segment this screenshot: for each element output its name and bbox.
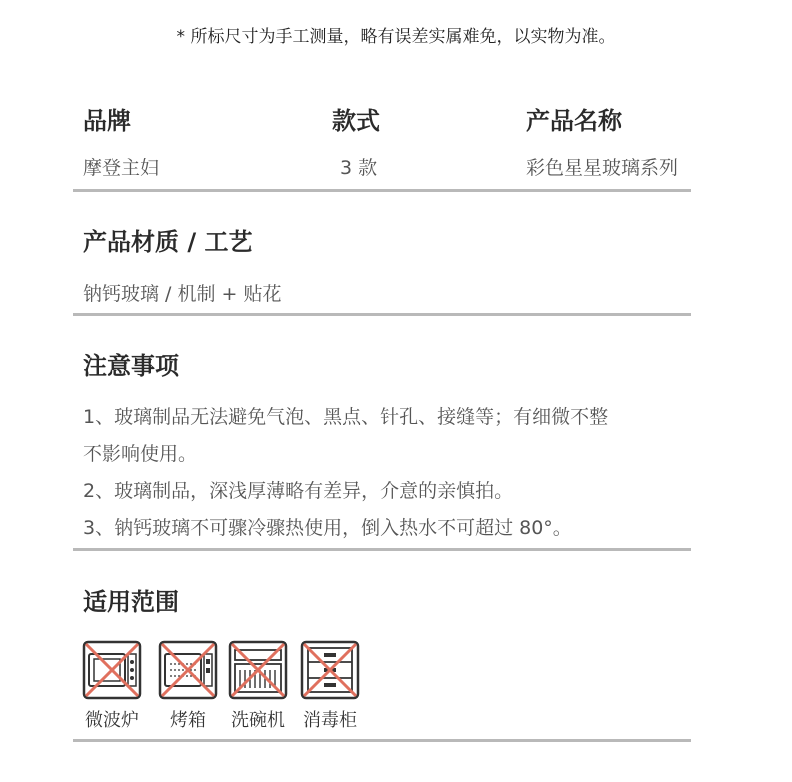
oven-prohibited-icon bbox=[158, 640, 218, 700]
usage-title: 适用范围 bbox=[83, 588, 179, 616]
style-label: 款式 bbox=[332, 107, 380, 135]
dishwasher-label: 洗碗机 bbox=[231, 710, 285, 731]
usage-section bbox=[83, 582, 691, 617]
brand-value: 摩登主妇 bbox=[83, 157, 160, 179]
microwave-prohibited-icon bbox=[82, 640, 142, 700]
product-name-label: 产品名称 bbox=[526, 107, 622, 135]
divider bbox=[73, 189, 691, 192]
style-value: 3 款 bbox=[340, 157, 378, 179]
notes-section bbox=[83, 346, 691, 547]
note-line: 不影响使用。 bbox=[83, 443, 198, 465]
divider bbox=[73, 548, 691, 551]
divider bbox=[73, 739, 691, 742]
note-line: 2、玻璃制品，深浅厚薄略有差异，介意的亲慎拍。 bbox=[83, 480, 514, 502]
measurement-note: * 所标尺寸为手工测量，略有误差实属难免，以实物为准。 bbox=[176, 27, 616, 47]
product-name-value: 彩色星星玻璃系列 bbox=[526, 157, 679, 179]
note-line: 3、钠钙玻璃不可骤冷骤热使用，倒入热水不可超过 80°。 bbox=[83, 517, 572, 539]
note-line: 1、玻璃制品无法避免气泡、黑点、针孔、接缝等；有细微不整 bbox=[83, 406, 609, 428]
sterilizer-label: 消毒柜 bbox=[303, 710, 357, 731]
dishwasher-prohibited-icon bbox=[228, 640, 288, 700]
oven-label: 烤箱 bbox=[170, 710, 206, 731]
divider bbox=[73, 313, 691, 316]
material-title: 产品材质 / 工艺 bbox=[83, 228, 253, 256]
sterilizer-prohibited-icon bbox=[300, 640, 360, 700]
microwave-label: 微波炉 bbox=[85, 710, 139, 731]
material-section bbox=[83, 222, 691, 306]
brand-label: 品牌 bbox=[83, 107, 131, 135]
notes-title: 注意事项 bbox=[83, 352, 179, 380]
material-value: 钠钙玻璃 / 机制 + 贴花 bbox=[83, 283, 282, 305]
